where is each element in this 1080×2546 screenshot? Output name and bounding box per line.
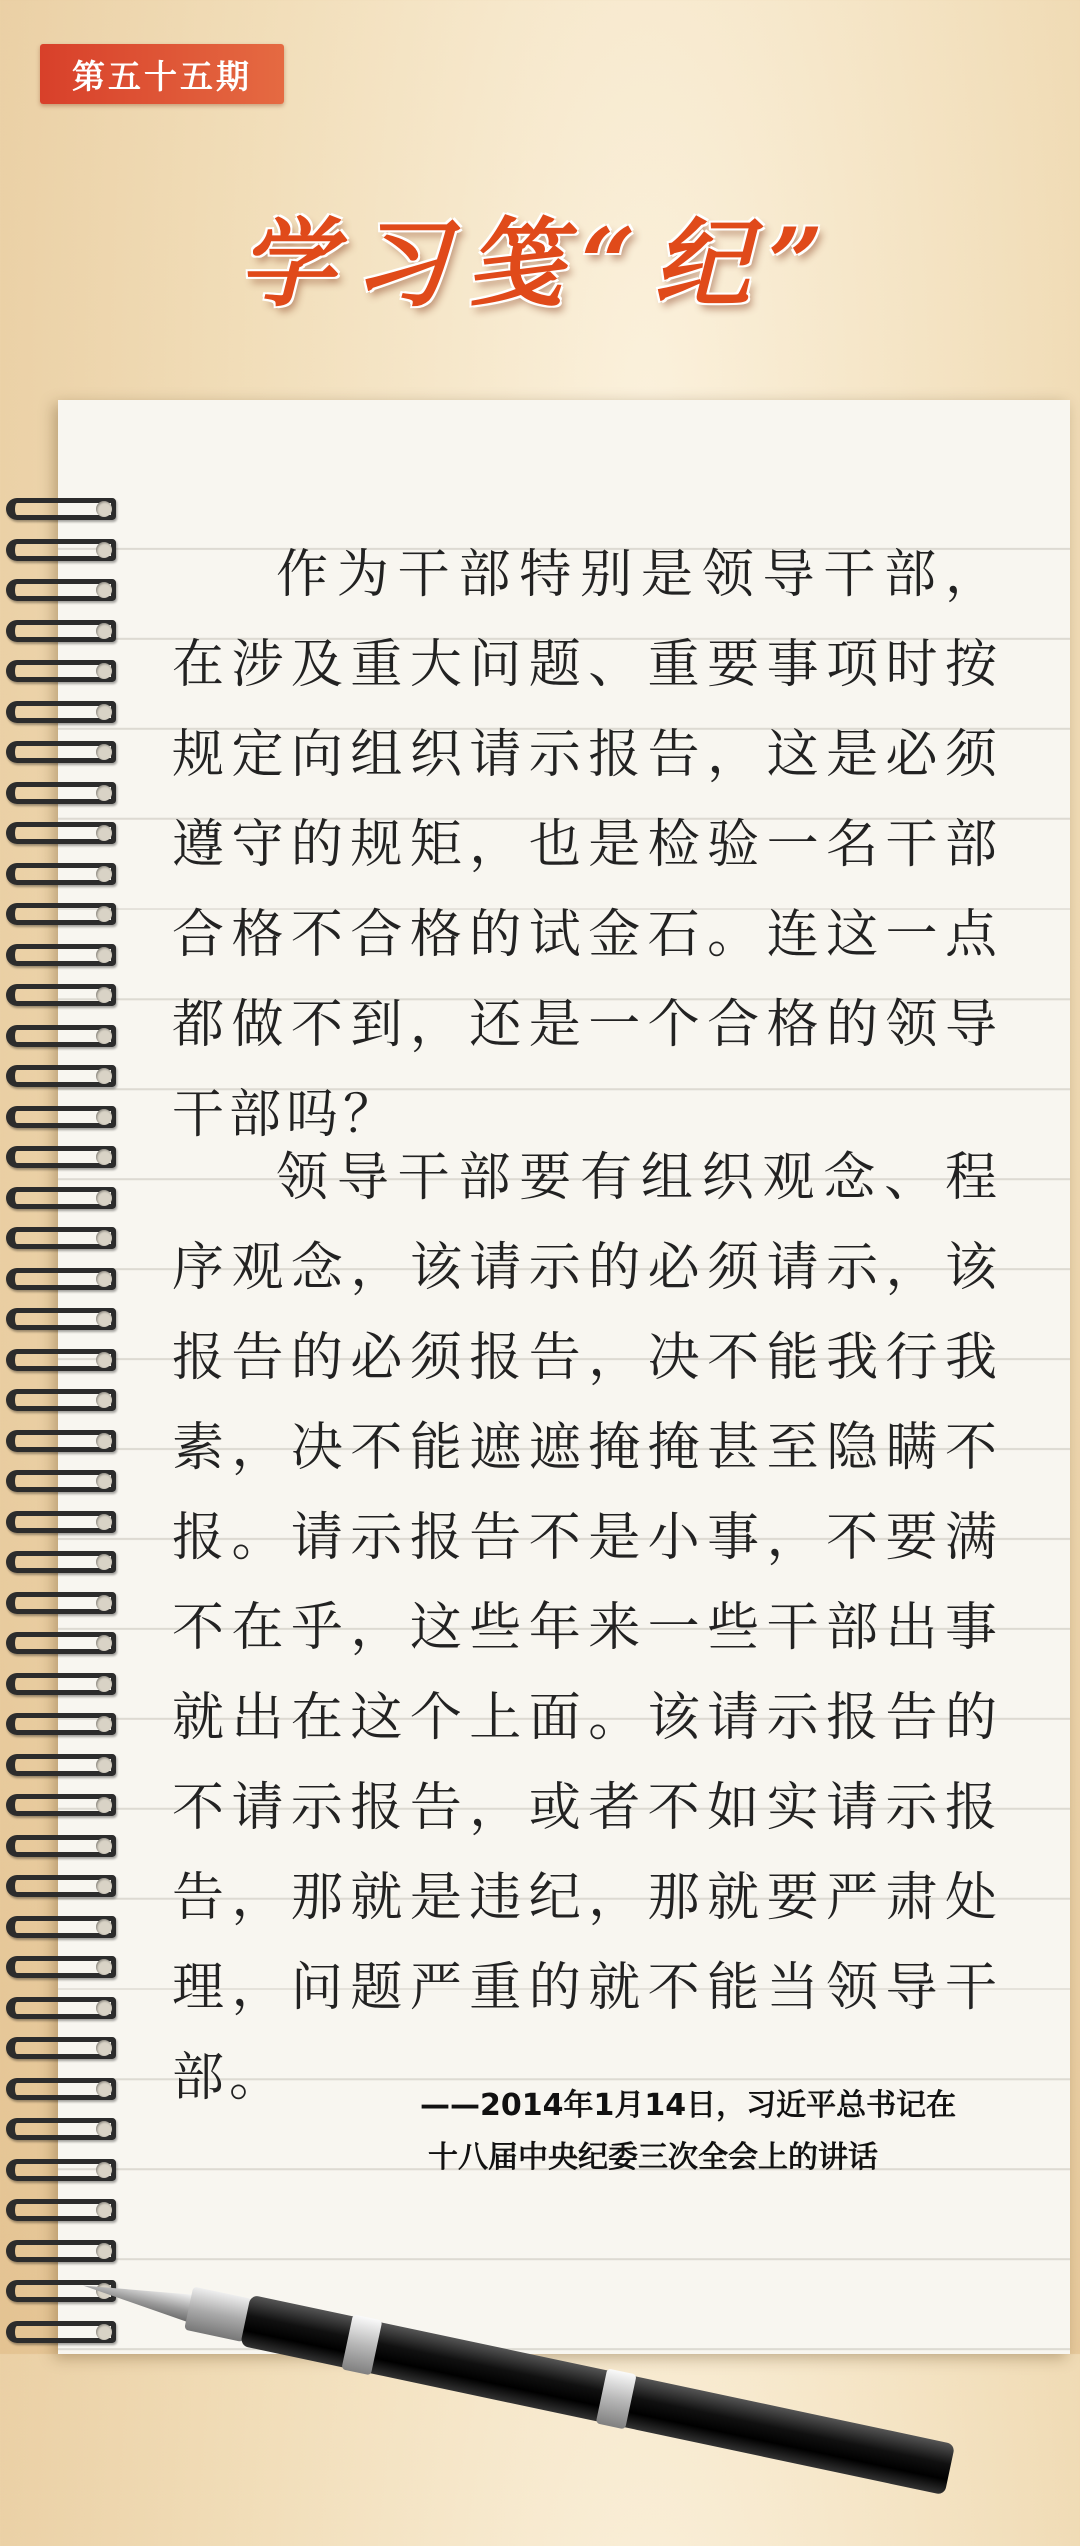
binding-hole: [96, 1838, 112, 1854]
binding-hole: [96, 1919, 112, 1935]
binding-hole: [96, 1473, 112, 1489]
binding-hole: [96, 1190, 112, 1206]
binding-hole: [96, 1271, 112, 1287]
quote-paragraph-1: 作为干部特别是领导干部，在涉及重大问题、重要事项时按规定向组织请示报告，这是必须遵守的规矩，也是检验一名干部合格不合格的试金石。连这一点都做不到，还是一个合格的领导干部吗？: [172, 545, 1002, 1145]
binding-hole: [96, 825, 112, 841]
binding-hole: [96, 1757, 112, 1773]
pen-tip: [80, 2272, 193, 2322]
binding-hole: [96, 1554, 112, 1570]
binding-hole: [96, 1595, 112, 1611]
binding-hole: [96, 2081, 112, 2097]
binding-hole: [96, 1311, 112, 1327]
page-title: 学习笺“纪”: [238, 207, 842, 320]
binding-hole: [96, 987, 112, 1003]
binding-hole: [96, 2243, 112, 2259]
binding-hole: [96, 2162, 112, 2178]
binding-hole: [96, 542, 112, 558]
binding-hole: [96, 906, 112, 922]
binding-hole: [96, 1878, 112, 1894]
binding-hole: [96, 704, 112, 720]
binding-hole: [96, 1149, 112, 1165]
binding-hole: [96, 866, 112, 882]
binding-hole: [96, 501, 112, 517]
binding-hole: [96, 2121, 112, 2137]
binding-hole: [96, 1676, 112, 1692]
attribution-line-1: ——2014年1月14日，习近平总书记在: [420, 2088, 957, 2123]
binding-hole: [96, 2202, 112, 2218]
binding-hole: [96, 1352, 112, 1368]
binding-hole: [96, 663, 112, 679]
binding-hole: [96, 947, 112, 963]
attribution: [420, 2080, 1040, 2184]
binding-hole: [96, 623, 112, 639]
binding-hole: [96, 744, 112, 760]
binding-hole: [96, 1392, 112, 1408]
issue-badge: [40, 44, 284, 104]
binding-hole: [96, 1028, 112, 1044]
binding-hole: [96, 582, 112, 598]
spiral-binding-icon: [0, 498, 130, 2354]
binding-hole: [96, 1109, 112, 1125]
binding-hole: [96, 1230, 112, 1246]
binding-hole: [96, 2000, 112, 2016]
binding-hole: [96, 1433, 112, 1449]
binding-hole: [96, 1514, 112, 1530]
binding-hole: [96, 1635, 112, 1651]
binding-hole: [96, 2040, 112, 2056]
issue-label: 第五十五期: [72, 56, 252, 96]
binding-hole: [96, 1716, 112, 1732]
attribution-line-2: 十八届中央纪委三次全会上的讲话: [428, 2140, 878, 2175]
binding-hole: [96, 1959, 112, 1975]
binding-hole: [96, 785, 112, 801]
binding-hole: [96, 1797, 112, 1813]
quote-paragraph-2: 领导干部要有组织观念、程序观念，该请示的必须请示，该报告的必须报告，决不能我行我素，决不能遮遮掩掩甚至隐瞒不报。请示报告不是小事，不要满不在乎，这些年来一些干部出事就出在这个上面。该请示报告的不请示报告，或者不如实请示报告，那就是违纪，那就要严肃处理，问题严重的就不能当领导干部。: [172, 1148, 1002, 2108]
binding-hole: [96, 1068, 112, 1084]
